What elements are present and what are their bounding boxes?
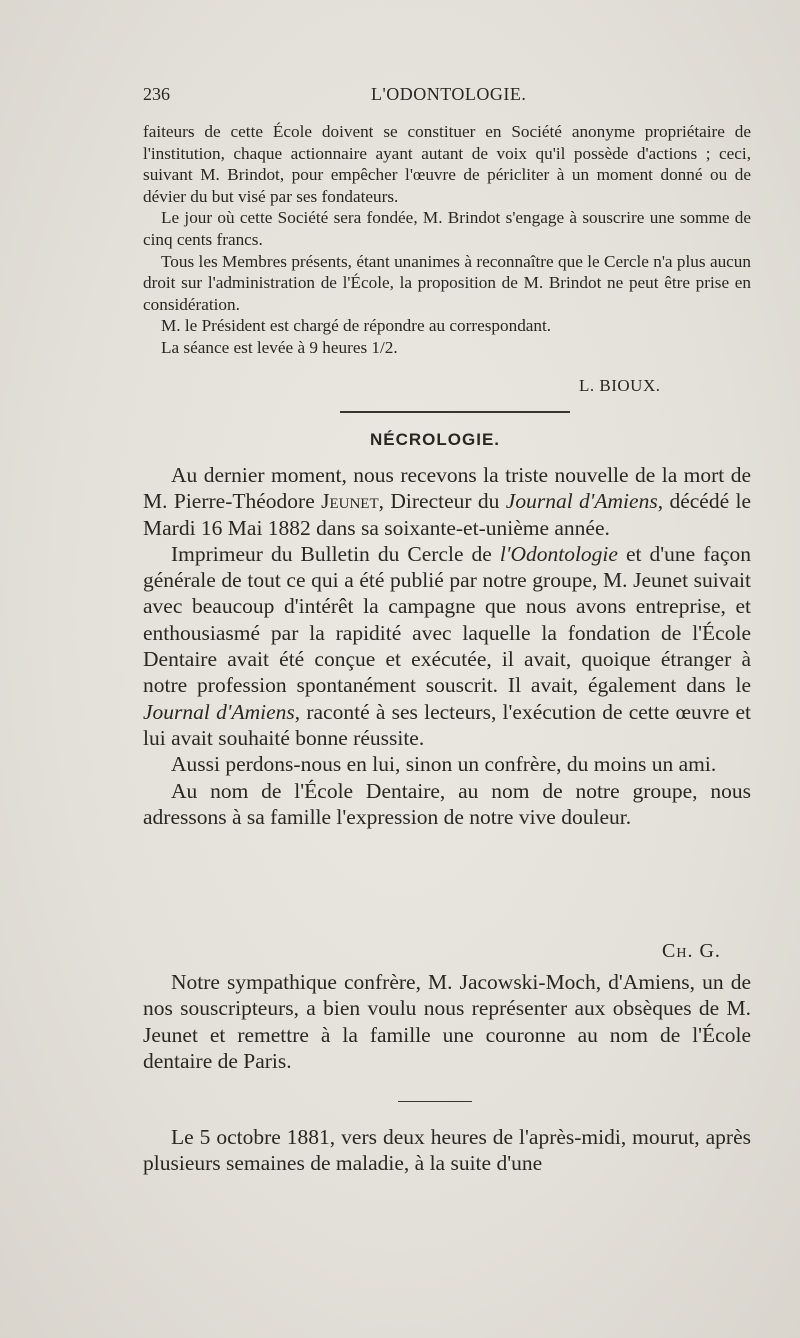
journal-title: Journal d'Amiens xyxy=(505,489,658,514)
minutes-paragraph: Le jour où cette Société sera fondée, M. Brindot s'engage à souscrire une somme de cinq cents francs. xyxy=(143,208,751,249)
necrology-paragraph: Au dernier moment, nous recevons la triste nouvelle de la mort de M. Pierre-Théodore Jeunet, Directeur du Journal d'Amiens, décédé le Mardi 16 Mai 1882 dans sa soixante-et-unième année. xyxy=(143,463,752,540)
section-divider xyxy=(398,1101,472,1102)
necrology-paragraph: Au nom de l'École Dentaire, au nom de notre groupe, nous adressons à sa famille l'expression de notre vive douleur. xyxy=(143,778,751,829)
necrology-body-1 xyxy=(143,462,751,830)
necrology-paragraph: Aussi perdons-nous en lui, sinon un confrère, du moins un ami. xyxy=(171,752,717,777)
minutes-paragraph: faiteurs de cette École doivent se constituer en Société anonyme propriétaire de l'institution, chaque actionnaire ayant autant de voix qu'il possède d'actions ; ceci, suivant M. Brindot, pour empêcher l'œuvre de péricliter à un moment donné ou de dévier du but visé par ses fondateurs. xyxy=(143,122,751,206)
minutes-paragraph: Tous les Membres présents, étant unanimes à reconnaître que le Cercle n'a plus aucun droit sur l'administration de l'École, la proposition de M. Brindot ne peut être prise en considération. xyxy=(143,251,751,314)
journal-title: l'Odontologie xyxy=(499,541,618,566)
running-title: L'ODONTOLOGIE. xyxy=(371,84,527,104)
necrology-body-2 xyxy=(143,969,751,1074)
section-divider xyxy=(340,411,570,413)
notice-paragraph: Le 5 octobre 1881, vers deux heures de l'après-midi, mourut, après plusieurs semaines de maladie, à la suite d'une xyxy=(143,1125,751,1176)
page-header xyxy=(143,84,740,110)
necrology-paragraph: Imprimeur du Bulletin du Cercle de l'Odontologie et d'une façon générale de tout ce qui a été publié par notre groupe, M. Jeunet suivait avec beaucoup d'intérêt la campagne que nous avons entreprise, et enthousiasmé par la rapidité avec laquelle la fondation de l'École Dentaire avait été conçue et exécutée, il avait, quoique étranger à notre profession spontanément souscrit. Il avait, également dans le Journal d'Amiens, raconté à ses lecteurs, l'exécution de cette œuvre et lui avait souhaité bonne réussite. xyxy=(143,541,751,750)
section-heading: NÉCROLOGIE. xyxy=(370,430,501,449)
page-number: 236 xyxy=(143,84,170,104)
necrology-paragraph: Notre sympathique confrère, M. Jacowski-Moch, d'Amiens, un de nos souscripteurs, a bien voulu nous représenter aux obsèques de M. Jeunet et remettre à la famille une couronne au nom de l'École dentaire de Paris. xyxy=(143,970,751,1073)
next-notice xyxy=(143,1124,751,1177)
minutes-section xyxy=(143,121,751,359)
person-name: Jeunet xyxy=(321,489,379,514)
minutes-paragraph: M. le Président est chargé de répondre au correspondant. xyxy=(161,316,552,336)
journal-title: Journal d'Amiens xyxy=(143,699,295,724)
minutes-signature: L. BIOUX. xyxy=(579,376,661,395)
minutes-paragraph: La séance est levée à 9 heures 1/2. xyxy=(161,337,398,357)
necrology-signature: Ch. G. xyxy=(662,940,721,962)
